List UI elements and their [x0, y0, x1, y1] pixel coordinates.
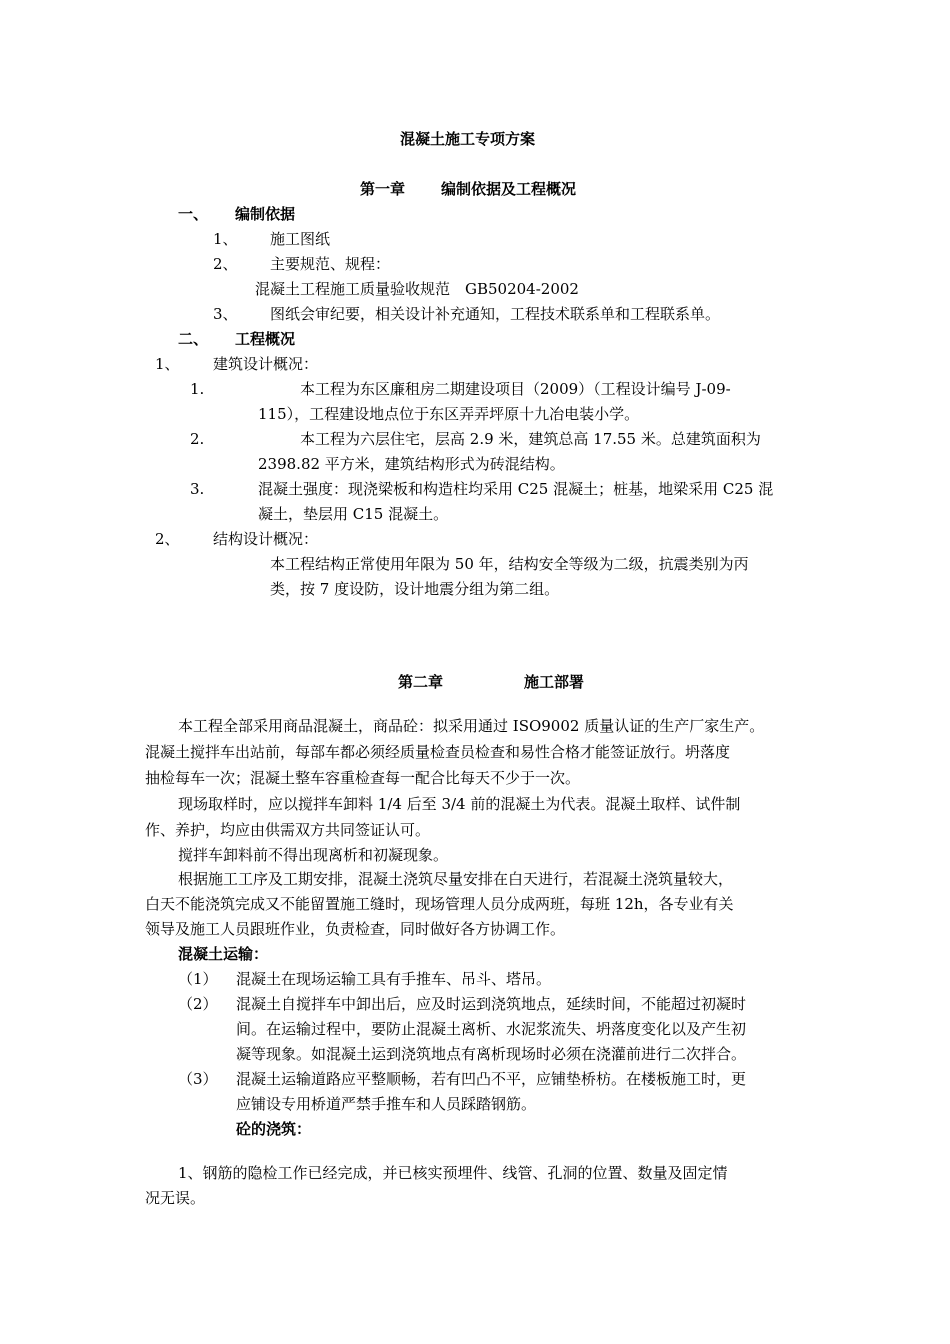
chapter-2-number: 第二章 [398, 673, 444, 691]
arch-item-line: 115），工程建设地点位于东区弄弄坪原十九冶电装小学。 [258, 405, 640, 423]
pour-line: 况无误。 [145, 1189, 206, 1207]
arch-item-number: 1. [190, 380, 205, 398]
chapter-1-title: 编制依据及工程概况 [441, 180, 577, 198]
basis-item-number: 3、 [213, 305, 238, 323]
arch-item-line: 凝土，垫层用 C15 混凝土。 [258, 505, 449, 523]
transport-item-number: （3） [178, 1070, 218, 1088]
arch-heading-title: 建筑设计概况： [213, 355, 319, 373]
arch-item-line: 2398.82 平方米，建筑结构形式为砖混结构。 [258, 455, 565, 473]
pour-heading: 砼的浇筑： [236, 1120, 312, 1138]
transport-heading: 混凝土运输： [178, 945, 269, 963]
body-paragraph-line: 白天不能浇筑完成又不能留置施工缝时，现场管理人员分成两班，每班 12h，各专业有关 [145, 895, 734, 913]
basis-item-text: 施工图纸 [270, 230, 331, 248]
chapter-2-title: 施工部署 [524, 673, 585, 691]
body-paragraph-line: 搅拌车卸料前不得出现离析和初凝现象。 [178, 846, 449, 864]
struct-heading-number: 2、 [155, 530, 180, 548]
body-paragraph-line: 领导及施工人员跟班作业，负责检查，同时做好各方协调工作。 [145, 920, 566, 938]
transport-item-number: （1） [178, 970, 218, 988]
arch-item-line: 本工程为东区廉租房二期建设项目（2009）（工程设计编号 J-09- [300, 380, 731, 398]
transport-item-line: 应铺设专用桥道严禁手推车和人员踩踏钢筋。 [236, 1095, 537, 1113]
transport-item-line: 混凝土自搅拌车中卸出后，应及时运到浇筑地点，延续时间，不能超过初凝时 [236, 995, 747, 1013]
arch-item-number: 2. [190, 430, 205, 448]
arch-item-line: 本工程为六层住宅，层高 2.9 米，建筑总高 17.55 米。总建筑面积为 [300, 430, 761, 448]
section-1-number: 一、 [178, 205, 209, 223]
transport-item-line: 间。在运输过程中，要防止混凝土离析、水泥浆流失、坍落度变化以及产生初 [236, 1020, 747, 1038]
body-paragraph-line: 根据施工工序及工期安排，混凝土浇筑尽量安排在白天进行，若混凝土浇筑量较大， [178, 870, 734, 888]
struct-line: 类，按 7 度设防，设计地震分组为第二组。 [270, 580, 560, 598]
basis-item-text: 主要规范、规程： [270, 255, 391, 273]
arch-item-line: 混凝土强度：现浇梁板和构造柱均采用 C25 混凝土；桩基，地梁采用 C25 混 [258, 480, 774, 498]
basis-item-number: 2、 [213, 255, 238, 273]
transport-item-line: 混凝土在现场运输工具有手推车、吊斗、塔吊。 [236, 970, 552, 988]
body-paragraph-line: 混凝土搅拌车出站前，每部车都必须经质量检查员检查和易性合格才能签证放行。坍落度 [145, 743, 731, 761]
arch-item-number: 3. [190, 480, 205, 498]
body-paragraph-line: 现场取样时，应以搅拌车卸料 1/4 后至 3/4 前的混凝土为代表。混凝土取样、试件制 [178, 795, 741, 813]
body-paragraph-line: 抽检每车一次；混凝土整车容重检查每一配合比每天不少于一次。 [145, 769, 581, 787]
basis-item-number: 1、 [213, 230, 238, 248]
document-title: 混凝土施工专项方案 [400, 130, 536, 148]
basis-item-text: 图纸会审纪要，相关设计补充通知，工程技术联系单和工程联系单。 [270, 305, 721, 323]
section-1-title: 编制依据 [235, 205, 296, 223]
body-paragraph-line: 本工程全部采用商品混凝土，商品砼：拟采用通过 ISO9002 质量认证的生产厂家生产。 [178, 717, 765, 735]
struct-line: 本工程结构正常使用年限为 50 年，结构安全等级为二级，抗震类别为丙 [270, 555, 749, 573]
pour-line: 1、钢筋的隐检工作已经完成，并已核实预埋件、线管、孔洞的位置、数量及固定情 [178, 1164, 728, 1182]
struct-heading-title: 结构设计概况： [213, 530, 319, 548]
arch-heading-number: 1、 [155, 355, 180, 373]
basis-item-text: 混凝土工程施工质量验收规范 GB50204-2002 [255, 280, 579, 298]
chapter-1-number: 第一章 [360, 180, 406, 198]
transport-item-line: 凝等现象。如混凝土运到浇筑地点有离析现场时必须在浇灌前进行二次拌合。 [236, 1045, 747, 1063]
body-paragraph-line: 作、养护，均应由供需双方共同签证认可。 [145, 821, 431, 839]
transport-item-line: 混凝土运输道路应平整顺畅，若有凹凸不平，应铺垫桥枋。在楼板施工时，更 [236, 1070, 747, 1088]
section-2-title: 工程概况 [235, 330, 296, 348]
section-2-number: 二、 [178, 330, 209, 348]
transport-item-number: （2） [178, 995, 218, 1013]
